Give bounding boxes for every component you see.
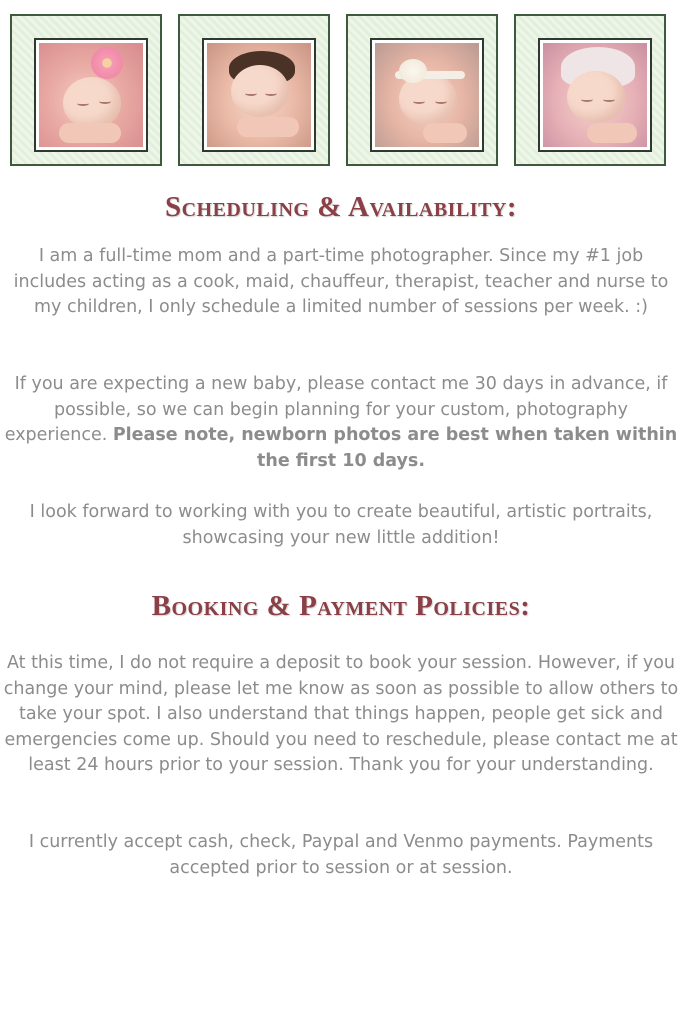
newborn-photo-pink-flower-icon (39, 43, 143, 147)
photo-mat-3 (370, 38, 484, 152)
scheduling-paragraph-1: I am a full-time mom and a part-time photographer. Since my #1 job includes acting as a cook, maid, chauffeur, therapist, teacher and nurse to my children, I only schedule a limited number of sessions per week. :) (13, 246, 669, 317)
photo-gallery-row (10, 14, 672, 172)
newborn-photo-knit-bonnet-icon (543, 43, 647, 147)
photo-mat-4 (538, 38, 652, 152)
booking-paragraph-1: At this time, I do not require a deposit to book your session. However, if you change your mind, please let me know as soon as possible to allow others to take your spot. I also understand that things happen, people get sick and emergencies come up. Should you need to reschedule, please contact me at least 24 hours prior to your session. Thank you for your understanding. (3, 653, 679, 775)
scheduling-paragraph-3: I look forward to working with you to create beautiful, artistic portraits, showcasing your new little addition! (29, 502, 653, 548)
scheduling-paragraph-2 (0, 372, 682, 474)
newborn-photo-dark-hair-icon (207, 43, 311, 147)
photo-mat-1 (34, 38, 148, 152)
booking-heading: Booking & Payment Policies: (151, 590, 531, 622)
newborn-photo-cream-headband-icon (375, 43, 479, 147)
photo-mat-2 (202, 38, 316, 152)
photo-frame-2 (178, 14, 330, 166)
newborn-note: Please note, newborn photos are best when taken within the first 10 days. (112, 425, 678, 471)
scheduling-heading: Scheduling & Availability: (164, 191, 518, 223)
scheduling-paragraph-2-text: If you are expecting a new baby, please contact me 30 days in advance, if possible, so we can begin planning for your custom, photography experience. (4, 374, 668, 445)
photo-frame-1 (10, 14, 162, 166)
photo-frame-3 (346, 14, 498, 166)
photo-frame-4 (514, 14, 666, 166)
booking-paragraph-2: I currently accept cash, check, Paypal and Venmo payments. Payments accepted prior to session or at session. (28, 832, 654, 878)
